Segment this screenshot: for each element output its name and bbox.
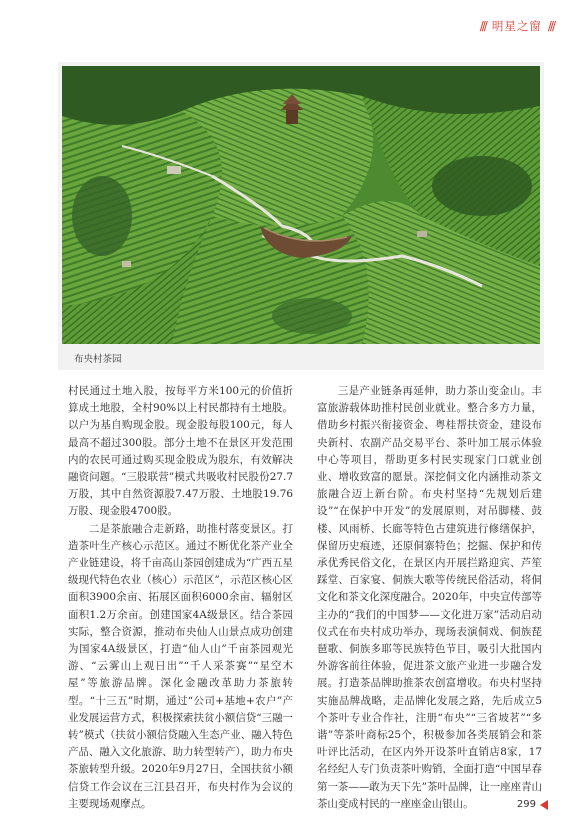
paragraph: 三是产业链条再延伸，助力茶山变金山。丰富旅游载体助推村民创业就业。整合多方力量，借助乡村振兴衔接资金、粤桂帮扶资金，建设布央新村、农副产品交易平台、茶叶加工展示体验中心等项目，帮助更多村民实现家门口就业创业、增收致富的愿景。深挖侗文化内涵推动茶文旅融合迈上新台阶。布央村坚持“先规划后建设”“在保护中开发”的发展原则，对吊脚楼、鼓楼、风雨桥、长廊等特色古建筑进行修缮保护，保留历史痕迹，还原侗寨特色；挖掘、保护和传承优秀民俗文化，在景区内开展拦路迎宾、芦笙踩堂、百家宴、侗族大歌等传统民俗活动，将侗文化和茶文化深度融合。2020年，中央宣传部等主办的“我们的中国梦——文化进万家”活动启动仪式在布央村成功举办，现场表演侗戏、侗族琵琶歌、侗族多耶等民族特色节目，吸引大批国内外游客前往体验，促进茶文旅产业进一步融合发展。打造茶品牌助推茶农创富增收。布央村坚持实施品牌战略，走品牌化发展之路，先后成立5个茶叶专业合作社，注册“布央”“三省坡茗”“多谐”等茶叶商标25个，积极参加各类展销会和茶叶评比活动，在区内外开设茶叶直销店8家，17名经纪人专门负责茶叶购销，全面打造“中国早春第一茶——敢为天下先”茶叶品牌，让一座座青山茶山变成村民的一座座金山银山。	[317, 385, 542, 810]
section-title: 明星之窗	[491, 19, 542, 33]
page-number: 299	[516, 799, 536, 810]
tea-garden-illustration	[62, 66, 540, 344]
article-body	[68, 383, 542, 813]
tea-garden-photo	[62, 66, 540, 344]
photo-caption: 布央村茶园	[74, 354, 122, 365]
header-slash-right: ///	[547, 19, 554, 33]
page-footer	[517, 799, 548, 810]
paragraph: 二是茶旅融合走新路，助推村落变景区。打造茶叶生产核心示范区。通过不断优化茶产业全产业链建设，将千亩高山茶园创建成为“广西五星级现代特色农业（核心）示范区”，示范区核心区面积3900余亩、拓展区面积6000余亩、辐射区面积1.2万余亩。创建国家4A级景区。结合茶园实际，整合资源，推动布央仙人山景点成功创建为国家4A级景区，打造“仙人山”千亩茶园观光游、“云雾山上观日出”“千人采茶赛”“星空木屋”等旅游品牌。深化金融改革助力茶旅转型。“十三五”时期，通过“公司+基地+农户”产业发展运营方式，积极探索扶贫小额信贷“三融一转”模式（扶贫小额信贷融入生态产业、融入特色产品、融入文化旅游、助力转型转产），助力布央茶旅转型升级。2020年9月27日，全国扶贫小额信贷工作会议在三江县召开，布央村作为会议的主要现场观摩点。	[68, 522, 293, 810]
photo-frame	[58, 62, 544, 370]
paragraph: 村民通过土地入股，按每平方米100元的价值折算成土地股，全村90%以上村民都持有土地股。以户为基自购现金股。现金股每股100元，每人最高不超过300股。部分土地不在景区开发范围内的农民可通过购买现金股成为股东，有效解决融资问题。“三股联营”模式共吸收村民股份27.7万股，其中自然资源股7.47万股、土地股19.76万股、现金股4700股。	[68, 385, 293, 518]
header-slash-left: ///	[479, 19, 486, 33]
page-marker-triangle-icon	[540, 800, 548, 810]
article-column-right	[317, 383, 542, 813]
section-header	[480, 16, 554, 36]
article-column-left	[68, 383, 293, 813]
